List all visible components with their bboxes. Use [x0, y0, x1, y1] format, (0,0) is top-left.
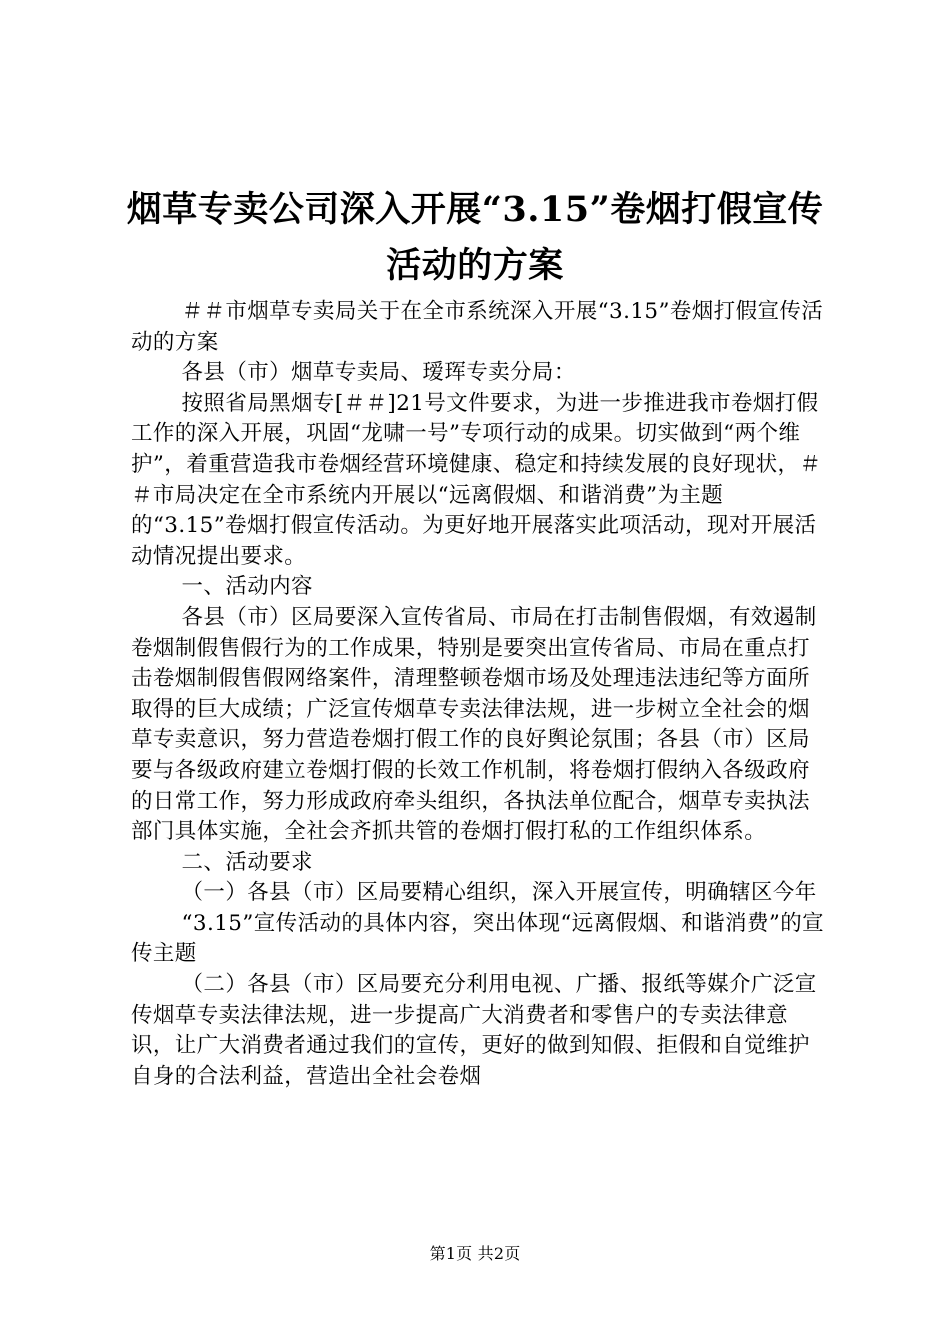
document-body: [131, 297, 831, 1092]
paragraph-intro: 按照省局黑烟专[＃＃]21号文件要求，为进一步推进我市卷烟打假工作的深入开展，巩固“龙啸一号”专项行动的成果。切实做到“两个维护”，着重营造我市卷烟经营环境健康、稳定和持续发展的良好现状，＃＃市局决定在全市系统内开展以“远离假烟、和谐消费”为主题的“3.15”卷烟打假宣传活动。为更好地开展落实此项活动，现对开展活动情况提出要求。: [131, 390, 822, 569]
document-title-line-2: 活动的方案: [386, 245, 564, 286]
paragraph-salutation: 各县（市）烟草专卖局、瑷珲专卖分局：: [181, 360, 576, 386]
section-heading-requirements: 二、活动要求: [181, 849, 313, 875]
page-footer: 第1页 共2页: [429, 1244, 521, 1263]
paragraph-requirement-1: （一）各县（市）区局要精心组织，深入开展宣传，明确辖区今年: [181, 880, 817, 906]
paragraph-requirement-1-cont: “3.15”宣传活动的具体内容，突出体现“远离假烟、和谐消费”的宣传主题: [131, 910, 825, 967]
paragraph-subtitle: ＃＃市烟草专卖局关于在全市系统深入开展“3.15”卷烟打假宣传活动的方案: [131, 299, 824, 355]
document-title-line-1: 烟草专卖公司深入开展“3.15”卷烟打假宣传: [126, 189, 824, 230]
section-heading-content: 一、活动内容: [181, 574, 313, 600]
paragraph-requirement-2: （二）各县（市）区局要充分利用电视、广播、报纸等媒介广泛宣传烟草专卖法律法规，进一步提高广大消费者和零售户的专卖法律意识，让广大消费者通过我们的宣传，更好的做到知假、拒假和自觉维护自身的合法利益，营造出全社会卷烟: [131, 972, 817, 1089]
paragraph-content: 各县（市）区局要深入宣传省局、市局在打击制售假烟，有效遏制卷烟制假售假行为的工作成果，特别是要突出宣传省局、市局在重点打击卷烟制假售假网络案件，清理整顿卷烟市场及处理违法违纪等方面所取得的巨大成绩；广泛宣传烟草专卖法律法规，进一步树立全社会的烟草专卖意识，努力营造卷烟打假工作的良好舆论氛围；各县（市）区局要与各级政府建立卷烟打假的长效工作机制，将卷烟打假纳入各级政府的日常工作，努力形成政府牵头组织，各执法单位配合，烟草专卖执法部门具体实施，全社会齐抓共管的卷烟打假打私的工作组织体系。: [131, 604, 817, 845]
